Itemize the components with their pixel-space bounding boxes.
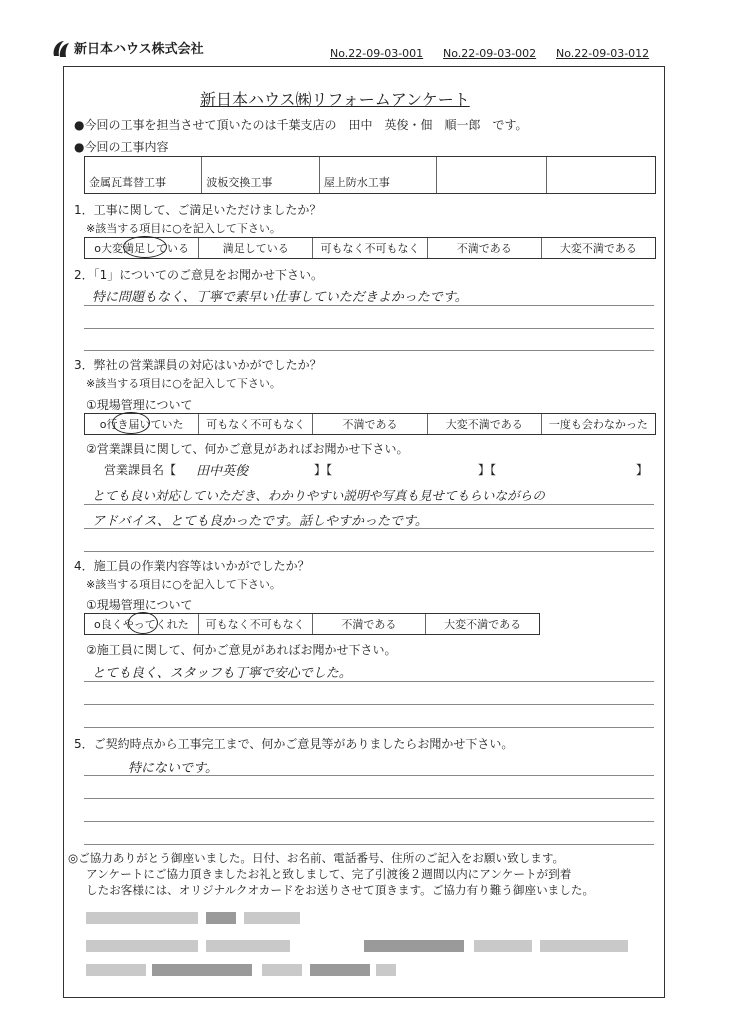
q4-option[interactable]: o良くやってくれた [85,614,199,634]
q4-answer: とても良く、スタッフも丁寧で安心でした。 [92,666,352,681]
company-name: 新日本ハウス株式会社 [74,42,204,57]
q4-option[interactable]: 不満である [313,614,427,634]
answer-line [84,328,654,329]
q2-question: 2．「1」についてのご意見をお聞かせ下さい。 [74,268,324,282]
answer-line [84,551,654,552]
doc-number-2: No.22-09-03-002 [443,47,537,60]
q4-question: 4．施工員の作業内容等はいかがでしたか？ [74,559,310,573]
answer-line [84,528,654,529]
q4-option[interactable]: 可もなく不可もなく [199,614,313,634]
q3-option[interactable]: 可もなく不可もなく [199,414,313,434]
q1-option[interactable]: o大変満足している [85,238,199,258]
answer-line [84,775,654,776]
q5-question: 5．ご契約時点から工事完工まで、何かご意見等がありましたらお聞かせ下さい。 [74,737,514,751]
q1-selection-mark [123,236,167,258]
q1-options [84,237,656,259]
footer-line-1: ◎ご協力ありがとう御座いました。日付、お名前、電話番号、住所のご記入をお願い致します。 [68,851,565,865]
q4-sub1: ①現場管理について [86,598,193,612]
work-item: 金属瓦葺替工事 [85,157,202,193]
q3-note: ※該当する項目に○を記入して下さい。 [86,377,281,390]
q5-answer: 特にないです。 [128,761,218,776]
work-item [437,157,546,193]
sales-name-value: 田中英俊 [196,464,249,479]
q3-options [84,413,656,435]
answer-line [84,704,654,705]
bracket-mid-2: 】【 [478,463,497,477]
bracket-mid-1: 】【 [314,463,333,477]
sales-name-label: 営業課員名【 [104,463,177,477]
footer-line-3: したお客様には、オリジナルクオカードをお送りさせて頂きます。ご協力有り難う御座いました。 [86,883,595,897]
q1-option[interactable]: 可もなく不可もなく [313,238,427,258]
q3-option[interactable]: 一度も会わなかった [548,418,648,431]
q1-question: 1．工事に関して、ご満足いただけましたか？ [74,203,322,217]
work-item: 波板交換工事 [202,157,319,193]
q4-selection-mark [128,612,158,634]
answer-line [84,798,654,799]
q4-note: ※該当する項目に○を記入して下さい。 [86,578,281,591]
q3-answer-line1: とても良い対応していただき、わかりやすい説明や写真も見せてもらいながらの [92,488,545,503]
answer-line [84,350,654,351]
q3-question: 3．弊社の営業課員の対応はいかがでしたか？ [74,358,322,372]
answer-line [84,504,654,505]
answer-line [84,821,654,822]
company-logo [50,38,72,60]
footer-line-2: アンケートにご協力頂きましたお礼と致しまして、完了引渡後２週間以内にアンケートが到着 [86,867,572,881]
work-content-label: ●今回の工事内容 [74,140,169,154]
answer-line [84,727,654,728]
q3-sub2: ②営業課員に関して、何かご意見があればお聞かせ下さい。 [86,442,409,456]
q2-answer: 特に問題もなく、丁寧で素早い仕事していただきよかったです。 [92,290,468,305]
doc-number-1: No.22-09-03-001 [330,47,424,60]
q3-option[interactable]: 大変不満である [428,414,542,434]
work-content-table [84,156,656,194]
page-title: 新日本ハウス㈱リフォームアンケート [200,90,470,109]
intro-line: ●今回の工事を担当させて頂いたのは千葉支店の 田中 英俊・佃 順一郎 です。 [74,118,528,132]
doc-number-3: No.22-09-03-012 [556,47,650,60]
q1-option[interactable]: 満足している [199,238,313,258]
work-item: 屋上防水工事 [320,157,437,193]
q1-option[interactable]: 大変不満である [559,242,637,255]
q4-option[interactable]: 大変不満である [444,618,522,631]
q3-option[interactable]: o行き届いていた [85,414,199,434]
q3-selection-mark [112,412,150,434]
q3-answer-line2: アドバイス、とても良かったです。話しやすかったです。 [92,514,428,529]
q1-option[interactable]: 不満である [428,238,542,258]
answer-line [84,844,654,845]
q3-option[interactable]: 不満である [313,414,427,434]
q1-note: ※該当する項目に○を記入して下さい。 [86,222,281,235]
q3-sub1: ①現場管理について [86,398,193,412]
bracket-end: 】 [636,463,649,477]
answer-line [84,305,654,306]
answer-line [84,681,654,682]
logo-mark-icon [50,38,72,60]
work-item [547,157,655,193]
q4-sub2: ②施工員に関して、何かご意見があればお聞かせ下さい。 [86,643,397,657]
